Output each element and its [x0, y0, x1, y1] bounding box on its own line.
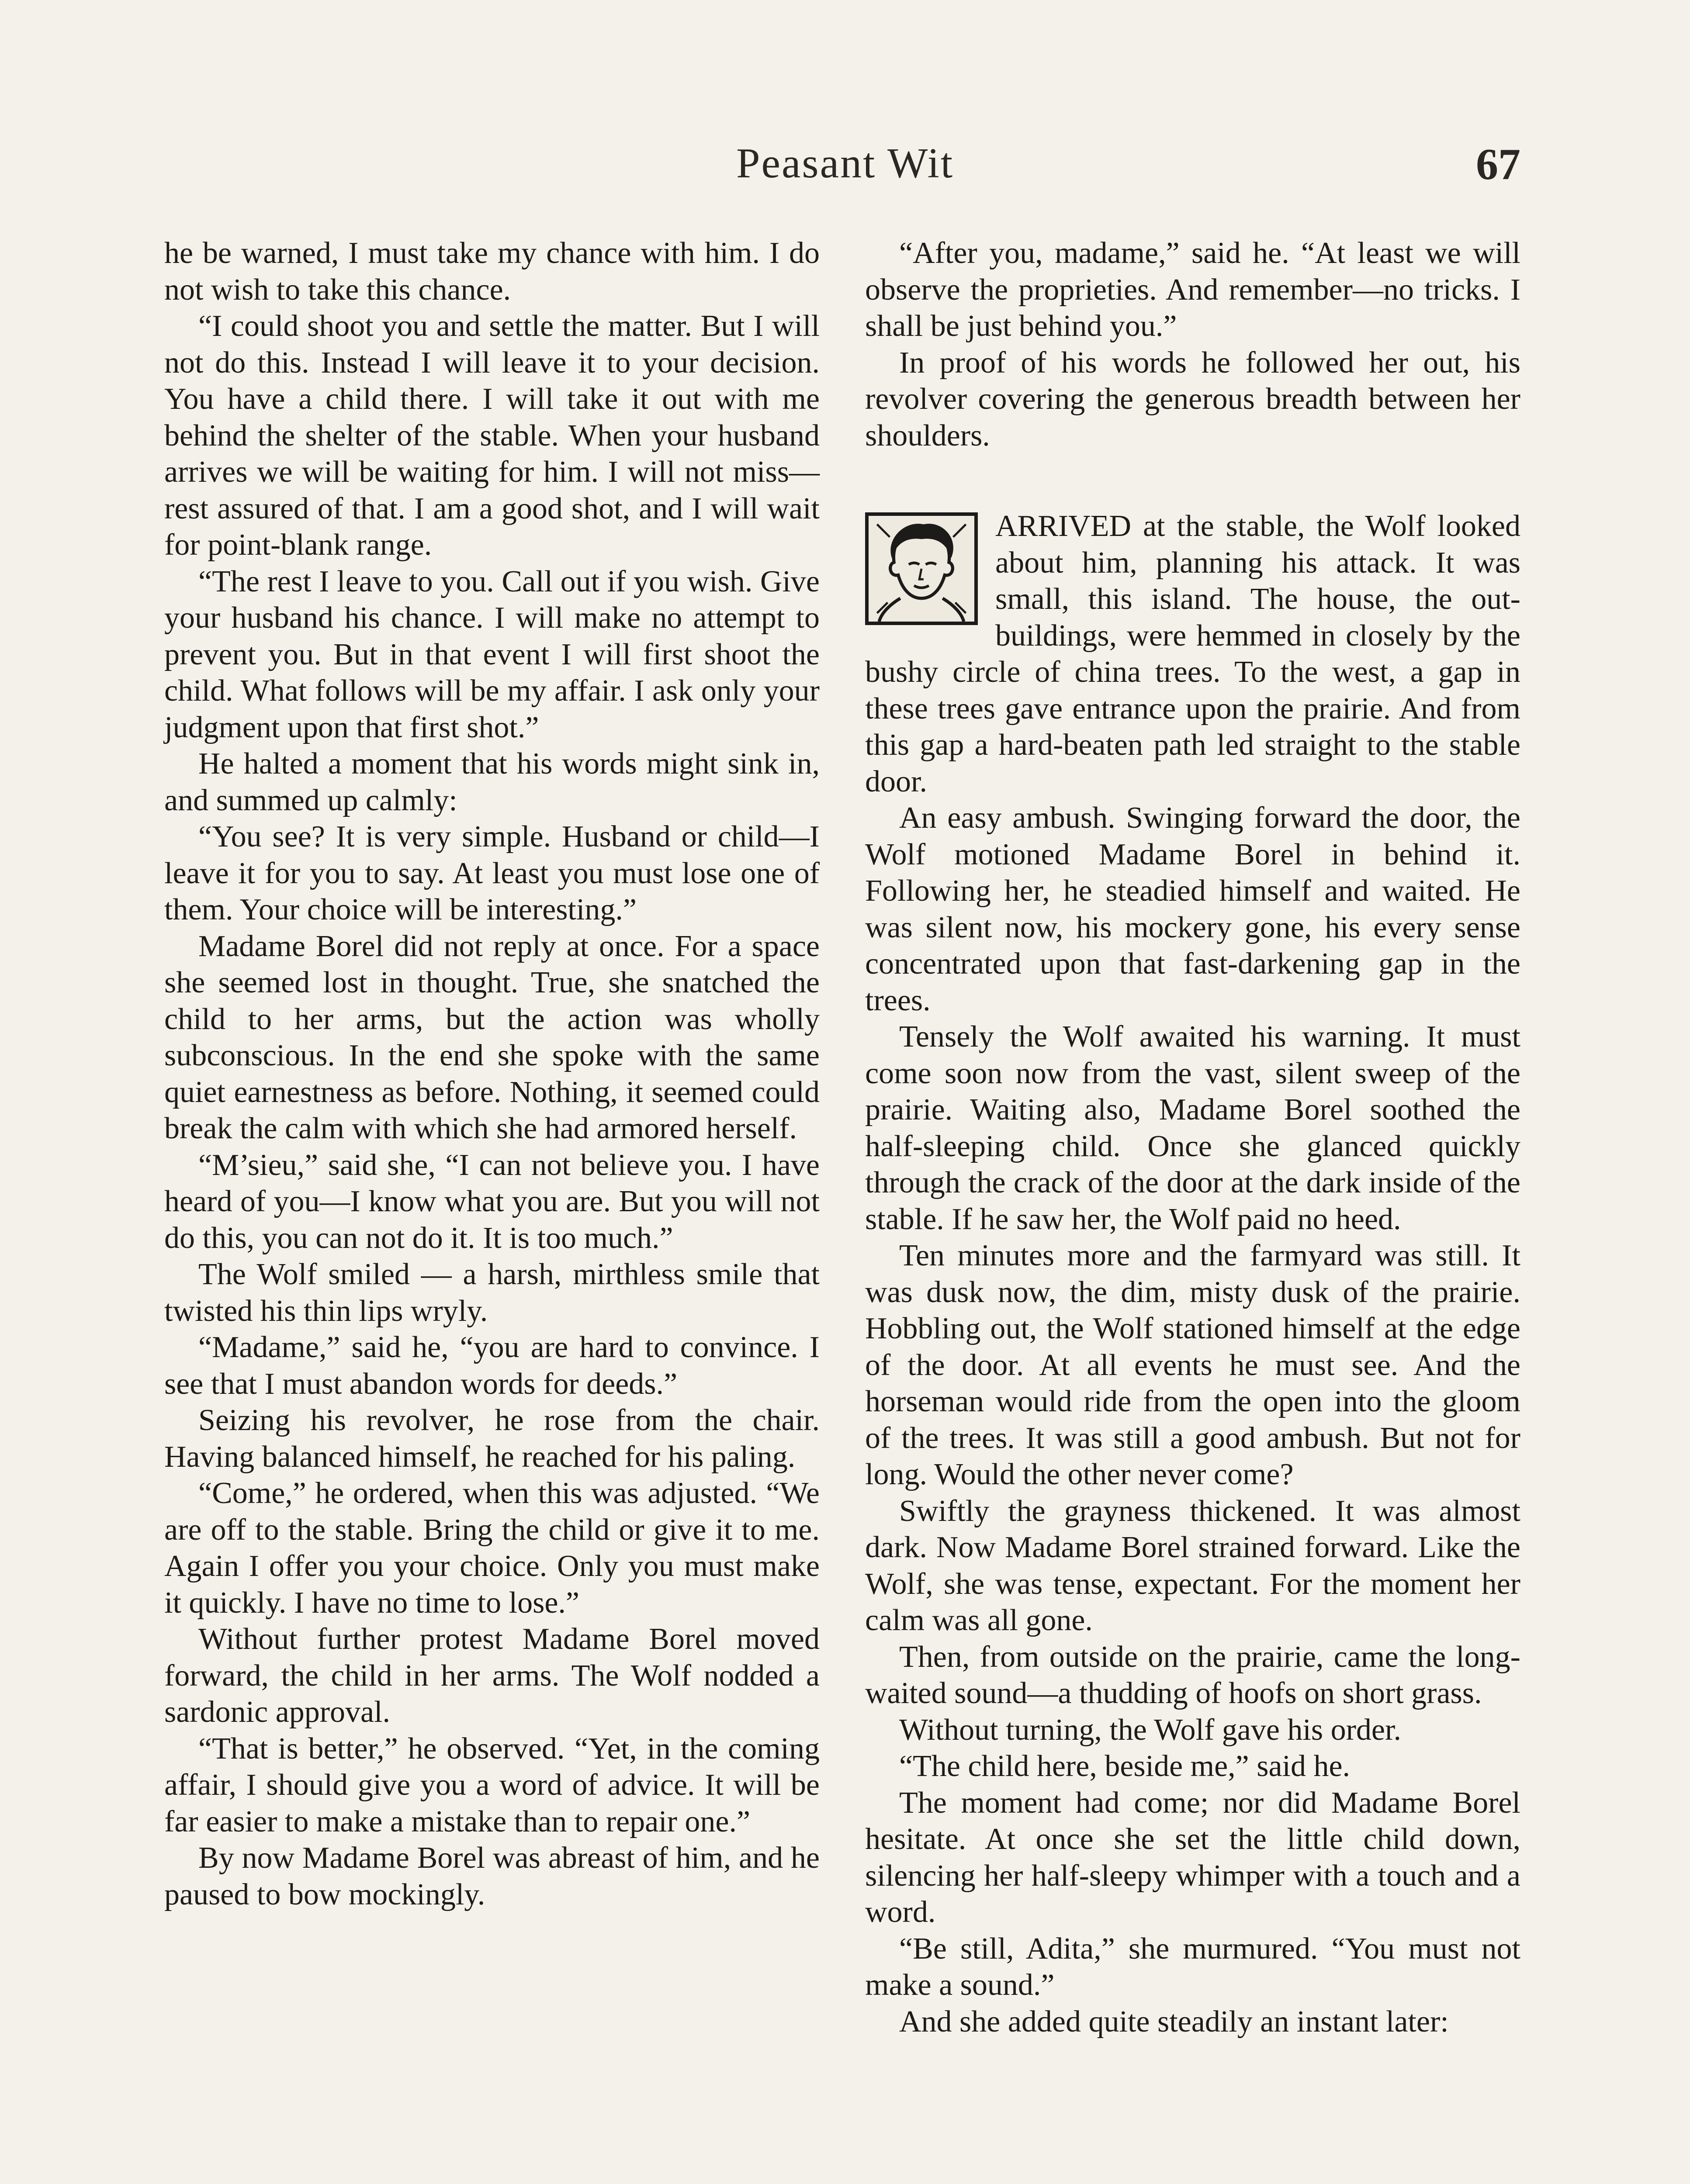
paragraph: Ten minutes more and the farmyard was still. It was dusk now, the dim, misty dusk of the prairie. Hobbling out, the Wolf stationed himself at the edge of the door. At all events he must see. And the horseman would ride from the open into the gloom of the trees. It was still a good ambush. But not for long. Would the other never come?	[865, 1239, 1520, 1491]
paragraph: “You see? It is very simple. Husband or child—I leave it for you to say. At least you must lose one of them. Your choice will be interesting.”	[164, 820, 820, 926]
right-column	[865, 235, 1520, 2040]
paragraph: By now Madame Borel was abreast of him, and he paused to bow mockingly.	[164, 1841, 820, 1911]
left-column	[164, 235, 820, 1913]
paragraph: The moment had come; nor did Madame Borel hesitate. At once she set the little child down, silencing her half-sleepy whimper with a touch and a word.	[865, 1786, 1520, 1929]
paragraph: “Come,” he ordered, when this was adjusted. “We are off to the stable. Bring the child or give it to me. Again I offer you your choice. Only you must make it quickly. I have no time to lose.”	[164, 1476, 820, 1620]
paragraph: “The rest I leave to you. Call out if you wish. Give your husband his chance. I will make no attempt to prevent you. But in that event I will first shoot the child. What follows will be my affair. I ask only your judgment upon that first shot.”	[164, 564, 820, 744]
paragraph: “The child here, beside me,” said he.	[899, 1749, 1351, 1783]
paragraph: Tensely the Wolf awaited his warning. It must come soon now from the vast, silent sweep of the prairie. Waiting also, Madame Borel soothed the half-sleeping child. Once she glanced quickly through the crack of the door at the dark inside of the stable. If he saw her, the Wolf paid no heed.	[865, 1020, 1520, 1236]
paragraph: Seizing his revolver, he rose from the chair. Having balanced himself, he reached for his paling.	[164, 1403, 820, 1474]
paragraph: The Wolf smiled — a harsh, mirthless smile that twisted his thin lips wryly.	[164, 1258, 820, 1328]
paragraph: he be warned, I must take my chance with him. I do not wish to take this chance.	[164, 236, 820, 307]
paragraph: “Be still, Adita,” she murmured. “You must not make a sound.”	[865, 1932, 1520, 2002]
womans-face-illustration-icon	[865, 512, 978, 625]
section-break	[865, 454, 1520, 508]
paragraph: He halted a moment that his words might sink in, and summed up calmly:	[164, 747, 820, 817]
paragraph: In proof of his words he followed her out, his revolver covering the generous breadth between her shoulders.	[865, 346, 1520, 453]
paragraph: Then, from outside on the prairie, came the long-waited sound—a thudding of hoofs on short grass.	[865, 1640, 1520, 1710]
paragraph: “That is better,” he observed. “Yet, in the coming affair, I should give you a word of advice. It will be far easier to make a mistake than to repair one.”	[164, 1731, 820, 1838]
right-column-top	[865, 235, 1520, 454]
paragraph: “I could shoot you and settle the matter. But I will not do this. Instead I will leave it to your decision. You have a child there. I will take it out with me behind the shelter of the stable. When your husband arrives we will be waiting for him. I will not miss—rest assured of that. I am a good shot, and I will wait for point-blank range.	[164, 309, 820, 562]
dropcap-text: ARRIVED at the stable, the Wolf looked about him, planning his attack. It was small, this island. The house, the out-buildings, were hemmed in closely by the bushy circle of china trees. To the west, a gap in these trees gave entrance upon the prairie. And from this gap a hard-beaten path led straight to the stable door.	[865, 509, 1520, 798]
paragraph: “After you, madame,” said he. “At least we will observe the proprieties. And remember—no tricks. I shall be just behind you.”	[865, 236, 1520, 343]
paragraph: Without further protest Madame Borel moved forward, the child in her arms. The Wolf nodded a sardonic approval.	[164, 1622, 820, 1729]
paragraph: Without turning, the Wolf gave his order.	[899, 1713, 1401, 1747]
paragraph: An easy ambush. Swinging forward the door, the Wolf motioned Madame Borel in behind it. Following her, he steadied himself and waited. He was silent now, his mockery gone, his every sense concentrated upon that fast-darkening gap in the trees.	[865, 801, 1520, 1017]
paragraph: And she added quite steadily an instant later:	[899, 2004, 1449, 2039]
paragraph: “Madame,” said he, “you are hard to convince. I see that I must abandon words for deeds.”	[164, 1330, 820, 1401]
paragraph: “M’sieu,” said she, “I can not believe you. I have heard of you—I know what you are. But you will not do this, you can not do it. It is too much.”	[164, 1148, 820, 1255]
paragraph: Swiftly the grayness thickened. It was almost dark. Now Madame Borel strained forward. Like the Wolf, she was tense, expectant. For the moment her calm was all gone.	[865, 1494, 1520, 1637]
right-column-bottom	[865, 800, 1520, 2040]
dropcap-paragraph	[865, 508, 1520, 800]
running-title: Peasant Wit	[736, 140, 954, 187]
paragraph: Madame Borel did not reply at once. For a space she seemed lost in thought. True, she snatched the child to her arms, but the action was wholly subconscious. In the end she spoke with the same quiet earnestness as before. Nothing, it seemed could break the calm with which she had armored herself.	[164, 929, 820, 1145]
page-number: 67	[1476, 140, 1520, 189]
